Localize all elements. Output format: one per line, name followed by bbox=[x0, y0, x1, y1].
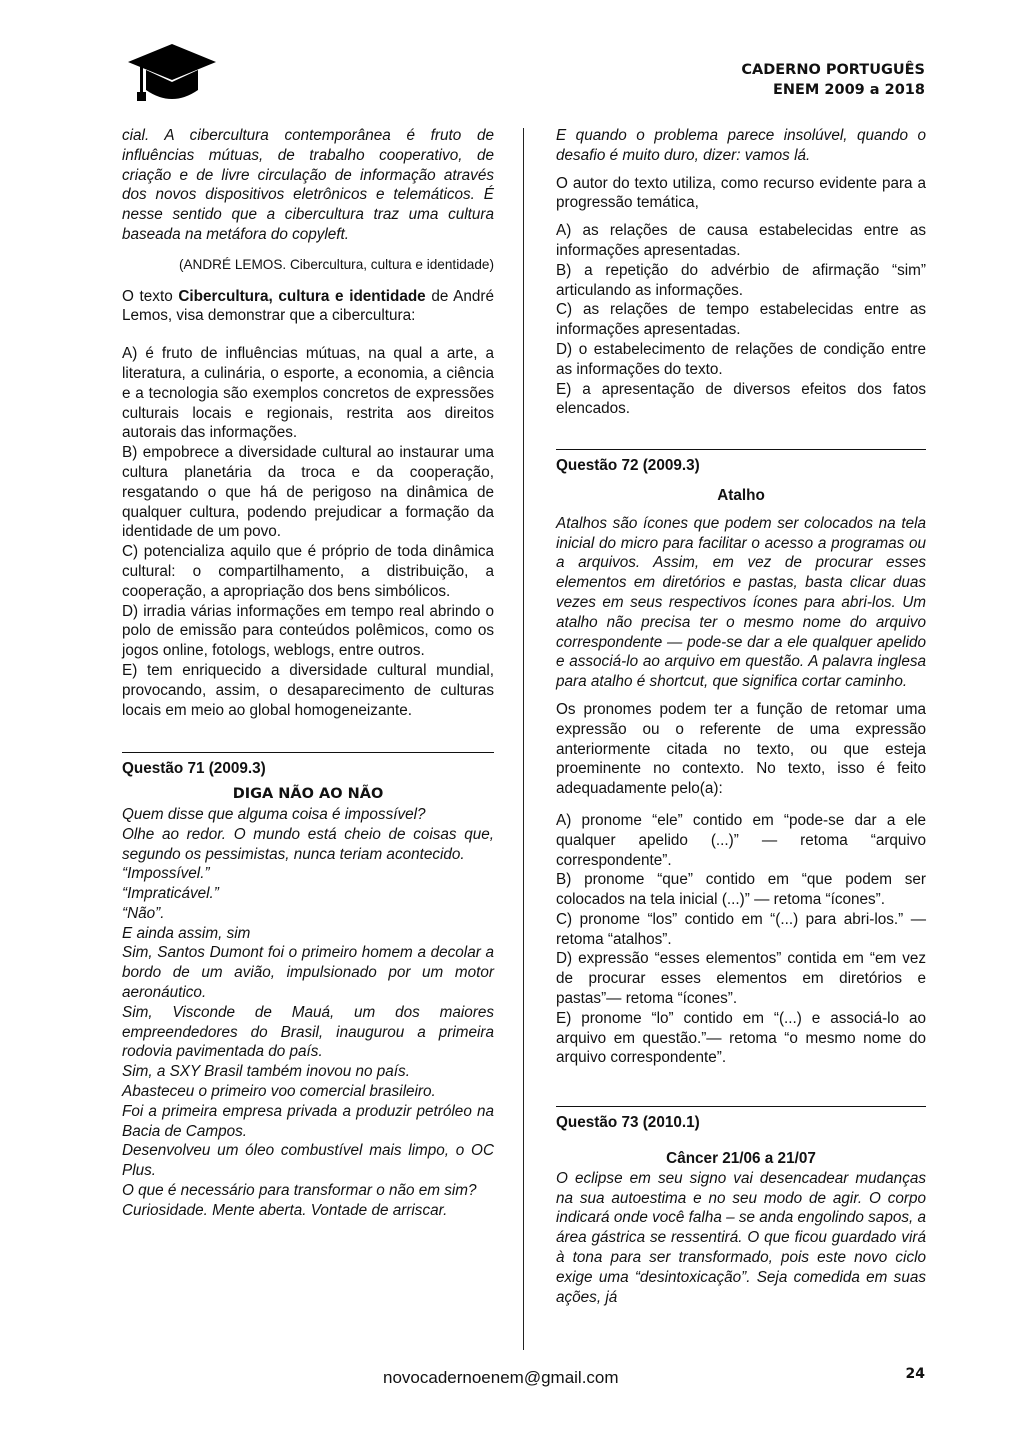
option-a[interactable]: A) as relações de causa estabelecidas entre as informações apresentadas. bbox=[556, 222, 926, 259]
question-71-heading: Questão 71 (2009.3) bbox=[122, 752, 494, 779]
option-e[interactable]: E) tem enriquecido a diversidade cultural mundial, provocando, assim, o desaparecimento de culturas locais em meio ao global homogeneizante. bbox=[122, 661, 494, 719]
option-a[interactable]: A) pronome “ele” contido em “pode-se dar a ele qualquer apelido (...)” — retoma “arquivo correspondente”. bbox=[556, 811, 926, 869]
option-d[interactable]: D) irradia várias informações em tempo real abrindo o polo de emissão para conteúdos polêmicos, como os jogos online, fotologs, weblogs, entre outros. bbox=[122, 602, 494, 660]
question-72-heading: Questão 72 (2009.3) bbox=[556, 449, 926, 476]
header-subtitle: ENEM 2009 a 2018 bbox=[772, 82, 925, 98]
question-72-title: Atalho bbox=[717, 486, 765, 504]
question-73-title: Câncer 21/06 a 21/07 bbox=[666, 1150, 816, 1168]
option-b[interactable]: B) a repetição do advérbio de afirmação “sim” articulando as informações. bbox=[556, 261, 926, 299]
column-divider bbox=[523, 128, 524, 1350]
question-stem: O texto Cibercultura, cultura e identidade de André Lemos, visa demonstrar que a cibercultura: bbox=[122, 287, 494, 325]
poem-text: Quem disse que alguma coisa é impossível? Olhe ao redor. O mundo está cheio de coisas que, segundo os pessimistas, nunca teriam acontecido. “Impossível.” “Impraticável.” “Não”. E ainda assim, sim Sim, Santos Dumont foi o primeiro homem a decolar a bordo de um avião, impulsionado por um motor aeronáutico. Sim, Visconde de Mauá, um dos maiores empreendedores do Brasil, inaugurou a primeira rodovia pavimentada do país. Sim, a SXY Brasil também inovou no país. Abasteceu o primeiro voo comercial brasileiro. Foi a primeira empresa privada a produzir petróleo na Bacia de Campos. Desenvolveu um óleo combustível mais limpo, o OC Plus. O que é necessário para transformar o não em sim? Curiosidade. Mente aberta. Vontade de arriscar. bbox=[122, 805, 494, 1219]
option-b[interactable]: B) pronome “que” contido em “que podem ser colocados na tela inicial (...)” — retoma “ícones”. bbox=[556, 871, 926, 909]
header-title: CADERNO PORTUGUÊS bbox=[741, 62, 925, 78]
option-c[interactable]: C) pronome “los” contido em “(...) para abri-los.” — retoma “atalhos”. bbox=[556, 910, 926, 948]
page-number: 24 bbox=[905, 1366, 925, 1382]
question-73-heading: Questão 73 (2010.1) bbox=[556, 1106, 926, 1133]
question-72-options bbox=[556, 811, 926, 1068]
right-column bbox=[556, 126, 926, 1307]
question-71-options bbox=[556, 221, 926, 419]
text-source: (ANDRÉ LEMOS. Cibercultura, cultura e identidade) bbox=[178, 256, 494, 272]
option-c[interactable]: C) potencializa aquilo que é próprio de toda dinâmica cultural: o compartilhamento, a distribuição, a cooperação, a apropriação dos bens simbólicos. bbox=[122, 543, 494, 600]
document-header bbox=[741, 60, 925, 100]
question-71-stem: O autor do texto utiliza, como recurso evidente para a progressão temática, bbox=[556, 174, 926, 212]
option-e[interactable]: E) a apresentação de diversos efeitos dos fatos elencados. bbox=[556, 380, 926, 418]
option-d[interactable]: D) expressão “esses elementos” contida em “em vez de procurar esses elementos em diretórios e pastas”— retoma “ícones”. bbox=[556, 950, 926, 1008]
option-d[interactable]: D) o estabelecimento de relações de condição entre as informações do texto. bbox=[556, 340, 926, 378]
option-e[interactable]: E) pronome “lo” contido em “(...) e associá-lo ao arquivo em questão.”— retoma “o mesmo nome do arquivo correspondente”. bbox=[556, 1009, 926, 1067]
answer-options bbox=[122, 344, 494, 720]
text-excerpt: cial. A cibercultura contemporânea é fruto de influências mútuas, de trabalho cooperativo, de criação e de livre circulação de informação através dos novos dispositivos eletrônicos e telemáticos. É nesse sentido que a cibercultura traz uma cultura baseada na metáfora do copyleft. bbox=[122, 127, 494, 243]
footer-email: novocadernoenem@gmail.com bbox=[383, 1368, 619, 1387]
option-b[interactable]: B) empobrece a diversidade cultural ao instaurar uma cultura planetária da troca e da cooperação, resgatando o que há de perigoso na dinâmica de qualquer cultura, podendo prejudicar a formação da identidade de um povo. bbox=[122, 444, 494, 541]
left-column bbox=[122, 126, 494, 1221]
question-73-text: O eclipse em seu signo vai desencadear mudanças na sua autoestima e no seu modo de agir. O corpo indicará onde você falha – se anda engolindo sapos, a área gástrica se ressentirá. O que ficou guardado virá à tona para ser transformado, pois este novo ciclo exige uma “desintoxicação”. Seja comedida em suas ações, já bbox=[556, 1169, 926, 1306]
option-a[interactable]: A) é fruto de influências mútuas, na qual a arte, a literatura, a culinária, o esporte, a economia, a ciência e a tecnologia são exemplos concretos de expressões culturais locais e regionais, restrita aos direitos autorais das informações. bbox=[122, 345, 494, 442]
question-71-title: DIGA NÃO AO NÃO bbox=[232, 786, 384, 803]
question-72-text: Atalhos são ícones que podem ser colocados na tela inicial do micro para facilitar o acesso a programas ou a arquivos. Assim, em vez de procurar esses elementos em diretórios e pastas, basta clicar duas vezes em seus respectivos ícones para abri-los. Um atalho não precisa ter o mesmo nome do arquivo correspondente — pode-se dar a ele qualquer apelido e associá-lo ao arquivo em questão. A palavra inglesa para atalho é shortcut, que significa cortar caminho. bbox=[556, 514, 926, 691]
graduation-cap-icon bbox=[126, 42, 218, 108]
question-72-stem: Os pronomes podem ter a função de retomar uma expressão ou o referente de uma expressão anteriormente citada no texto, ou que esteja proeminente no contexto. No texto, isso é feito adequadamente pelo(a): bbox=[556, 700, 926, 798]
option-c[interactable]: C) as relações de tempo estabelecidas entre as informações apresentadas. bbox=[556, 301, 926, 339]
poem-ending: E quando o problema parece insolúvel, quando o desafio é muito duro, dizer: vamos lá. bbox=[556, 127, 926, 164]
